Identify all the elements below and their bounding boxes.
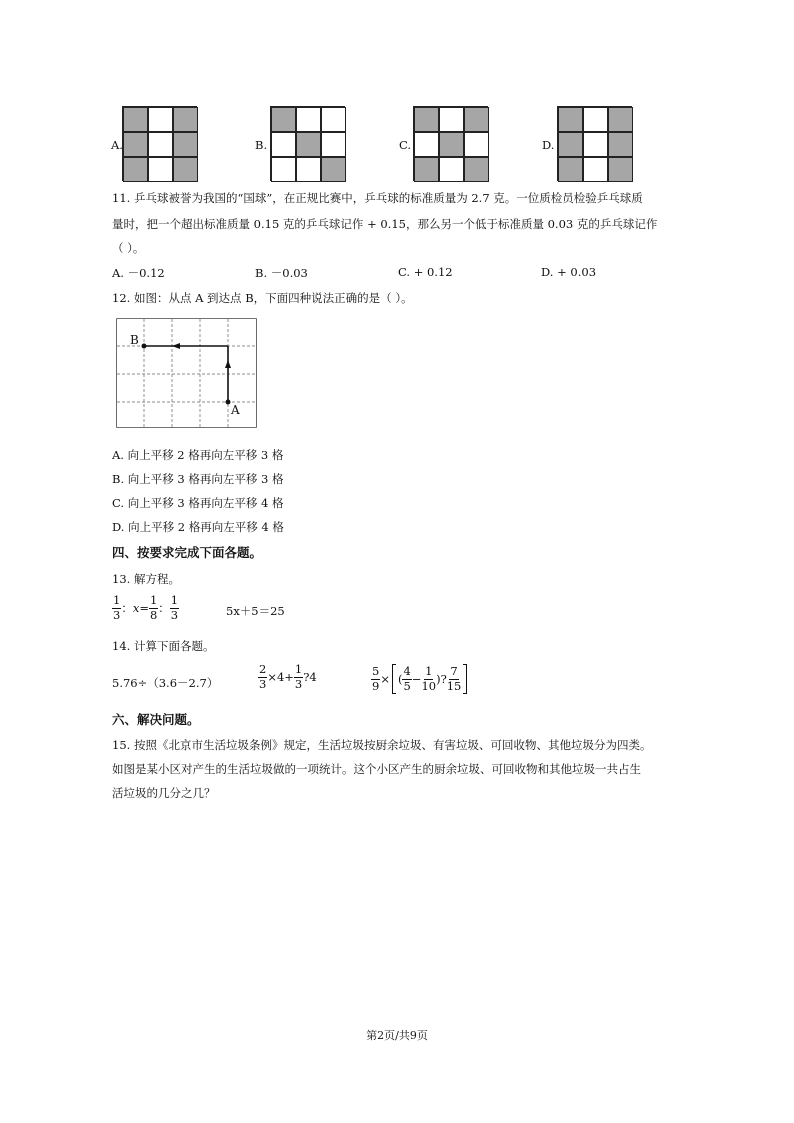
blank-cell xyxy=(271,132,296,157)
left-square-bracket xyxy=(392,664,396,694)
shaded-cell xyxy=(173,132,198,157)
shaded-cell xyxy=(608,157,633,182)
q13-equation-1: $\frac{1}{3}$ ： x = $\frac{1}{8}$ ： $\frac{1}{3}$ xyxy=(113,593,179,622)
page-footer: 第2页/共9页 xyxy=(366,1029,428,1042)
point-b xyxy=(142,344,147,349)
fraction: $\frac{1}{10}$ xyxy=(421,664,437,693)
blank-cell xyxy=(148,157,173,182)
shaded-cell xyxy=(439,132,464,157)
blank-cell xyxy=(414,132,439,157)
fraction: $\frac{5}{9}$ xyxy=(372,664,380,693)
q10-option-d-label: D. xyxy=(542,138,555,152)
q10-option-d-grid xyxy=(557,106,632,181)
blank-cell xyxy=(583,132,608,157)
shaded-cell xyxy=(558,157,583,182)
q15-line-1: 15. 按照《北京市生活垃圾条例》规定，生活垃圾按厨余垃圾、有害垃圾、可回收物、其他垃圾分为四类。 xyxy=(112,738,652,752)
q15-line-3: 活垃圾的几分之几？ xyxy=(112,786,216,800)
shaded-cell xyxy=(464,107,489,132)
point-a xyxy=(226,400,231,405)
shaded-cell xyxy=(123,132,148,157)
shaded-cell xyxy=(414,107,439,132)
q10-option-b-label: B. xyxy=(255,138,268,152)
q14-stem: 14. 计算下面各题。 xyxy=(112,639,215,653)
q10-option-a-label: A. xyxy=(111,138,123,152)
blank-cell xyxy=(464,132,489,157)
shaded-cell xyxy=(464,157,489,182)
shaded-cell xyxy=(321,157,346,182)
blank-cell xyxy=(439,107,464,132)
shaded-cell xyxy=(123,107,148,132)
shaded-cell xyxy=(123,157,148,182)
q12-option-a: A. 向上平移 2 格再向左平移 3 格 xyxy=(112,448,284,462)
q11-option-b: B. －0.03 xyxy=(255,266,308,280)
fraction: $\frac{2}{3}$ xyxy=(259,662,267,691)
section-6-heading: 六、解决问题。 xyxy=(112,712,200,727)
shaded-cell xyxy=(558,107,583,132)
q12-label-a: A xyxy=(231,403,240,417)
q10-option-b-grid xyxy=(270,106,345,181)
shaded-cell xyxy=(173,107,198,132)
q11-line-2: 量时，把一个超出标准质量 0.15 克的乒乓球记作 + 0.15，那么另一个低于标准质量 0.03 克的乒乓球记作 xyxy=(112,217,658,231)
q13-equation-2: 5x＋5＝25 xyxy=(226,604,285,618)
fraction: $\frac{1}{8}$ xyxy=(149,593,158,622)
q12-label-b: B xyxy=(130,333,139,347)
q13-stem: 13. 解方程。 xyxy=(112,572,180,586)
q11-option-d: D. + 0.03 xyxy=(541,265,597,279)
blank-cell xyxy=(439,157,464,182)
q14-expression-2: $\frac{2}{3}$ ×4+ $\frac{1}{3}$ ?4 xyxy=(259,662,317,691)
q12-stem: 12. 如图：从点 A 到达点 B，下面四种说法正确的是（ ）。 xyxy=(112,291,413,305)
right-square-bracket xyxy=(463,664,467,694)
q12-option-c: C. 向上平移 3 格再向左平移 4 格 xyxy=(112,496,284,510)
blank-cell xyxy=(321,132,346,157)
q10-option-c-label: C. xyxy=(399,138,412,152)
q11-line-3: （ ）。 xyxy=(112,241,145,255)
shaded-cell xyxy=(414,157,439,182)
fraction: $\frac{1}{3}$ xyxy=(170,593,179,622)
fraction: $\frac{7}{15}$ xyxy=(446,664,462,693)
q11-option-a: A. －0.12 xyxy=(112,266,165,280)
q12-option-d: D. 向上平移 2 格再向左平移 4 格 xyxy=(112,520,284,534)
blank-cell xyxy=(148,132,173,157)
q10-option-c-grid xyxy=(413,106,488,181)
q12-option-b: B. 向上平移 3 格再向左平移 3 格 xyxy=(112,472,284,486)
blank-cell xyxy=(296,107,321,132)
q10-option-a-grid xyxy=(122,106,197,181)
q15-line-2: 如图是某小区对产生的生活垃圾做的一项统计。这个小区产生的厨余垃圾、可回收物和其他垃圾一共占生 xyxy=(112,762,641,776)
shaded-cell xyxy=(558,132,583,157)
shaded-cell xyxy=(608,107,633,132)
q11-line-1: 11. 乒乓球被誉为我国的“国球”，在正规比赛中，乒乓球的标准质量为 2.7 克。一位质检员检验乒乓球质 xyxy=(112,191,643,205)
shaded-cell xyxy=(608,132,633,157)
section-4-heading: 四、按要求完成下面各题。 xyxy=(112,545,263,560)
fraction: $\frac{1}{3}$ xyxy=(294,662,303,691)
fraction: $\frac{1}{3}$ xyxy=(113,593,121,622)
blank-cell xyxy=(148,107,173,132)
shaded-cell xyxy=(296,132,321,157)
q14-expression-1: 5.76÷（3.6－2.7） xyxy=(112,676,219,690)
shaded-cell xyxy=(173,157,198,182)
blank-cell xyxy=(271,157,296,182)
blank-cell xyxy=(296,157,321,182)
blank-cell xyxy=(583,107,608,132)
q11-option-c: C. + 0.12 xyxy=(398,265,453,279)
blank-cell xyxy=(583,157,608,182)
shaded-cell xyxy=(271,107,296,132)
q14-expression-3: $\frac{5}{9}$ × ( $\frac{4}{5}$ − $\frac{1}{10}$ )? $\frac{7}{15}$ xyxy=(371,664,469,694)
fraction: $\frac{4}{5}$ xyxy=(403,664,411,693)
blank-cell xyxy=(321,107,346,132)
